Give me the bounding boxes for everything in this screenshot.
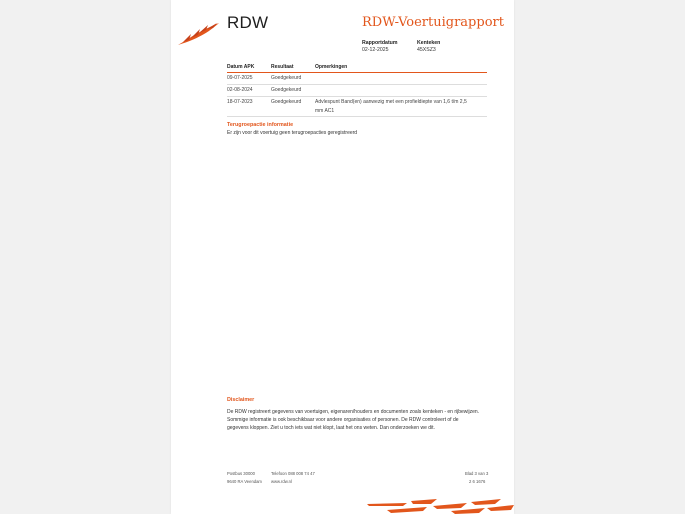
column-header-date: Datum APK: [227, 64, 271, 72]
column-header-remarks: Opmerkingen: [315, 64, 487, 72]
recall-title: Terugroepactie informatie: [227, 122, 294, 128]
rdw-stripes-icon: [367, 498, 514, 514]
report-title: RDW-Voertuigrapport: [362, 15, 504, 30]
apk-remark: [315, 72, 487, 84]
logo-text: RDW: [227, 13, 269, 32]
rdw-logo-icon: [177, 20, 221, 46]
footer-page-number: Blad 3 van 3: [465, 471, 489, 476]
apk-date: 18-07-2023: [227, 96, 271, 117]
apk-history-table: [227, 64, 487, 117]
footer-city: 9640 RA Veendam: [227, 479, 262, 484]
apk-date: 09-07-2025: [227, 72, 271, 84]
apk-remark: [315, 84, 487, 96]
column-header-result: Resultaat: [271, 64, 315, 72]
disclaimer-text: De RDW registreert gegevens van voertuigen, eigenaren/houders en documenten zoals kenteken - en rijbewijzen. Sommige informatie is ook beschikbaar voor andere organisaties of personen. De RDW controleert of de gegevens kloppen. Ziet u toch iets wat niet klopt, laat het ons weten. Dan onderzoeken we dit.: [227, 409, 480, 432]
table-row: [227, 72, 487, 84]
footer-code: 2 6 1676: [469, 479, 486, 484]
apk-result: Goedgekeurd: [271, 72, 315, 84]
apk-result: Goedgekeurd: [271, 84, 315, 96]
footer-website: www.rdw.nl: [271, 479, 292, 484]
apk-remark: Advlespunt Band(en) aanwezig met een profieldiepte van 1,6 t/m 2,5 mm AC1: [315, 96, 487, 117]
report-page: [171, 0, 514, 514]
recall-text: Er zijn voor dit voertuig geen terugroepacties geregistreerd: [227, 130, 358, 136]
disclaimer-title: Disclaimer: [227, 397, 255, 403]
apk-result: Goedgekeurd: [271, 96, 315, 117]
footer-phone: Telefoon 088 008 74 47: [271, 471, 315, 476]
table-row: [227, 96, 487, 117]
plate-label: Kenteken: [417, 40, 441, 46]
report-date-value: 02-12-2025: [362, 47, 389, 53]
plate-value: 45XSZ3: [417, 47, 436, 53]
table-header-row: [227, 64, 487, 72]
table-row: [227, 84, 487, 96]
report-date-label: Rapportdatum: [362, 40, 398, 46]
apk-date: 02-08-2024: [227, 84, 271, 96]
footer-postbus: Postbus 30000: [227, 471, 255, 476]
